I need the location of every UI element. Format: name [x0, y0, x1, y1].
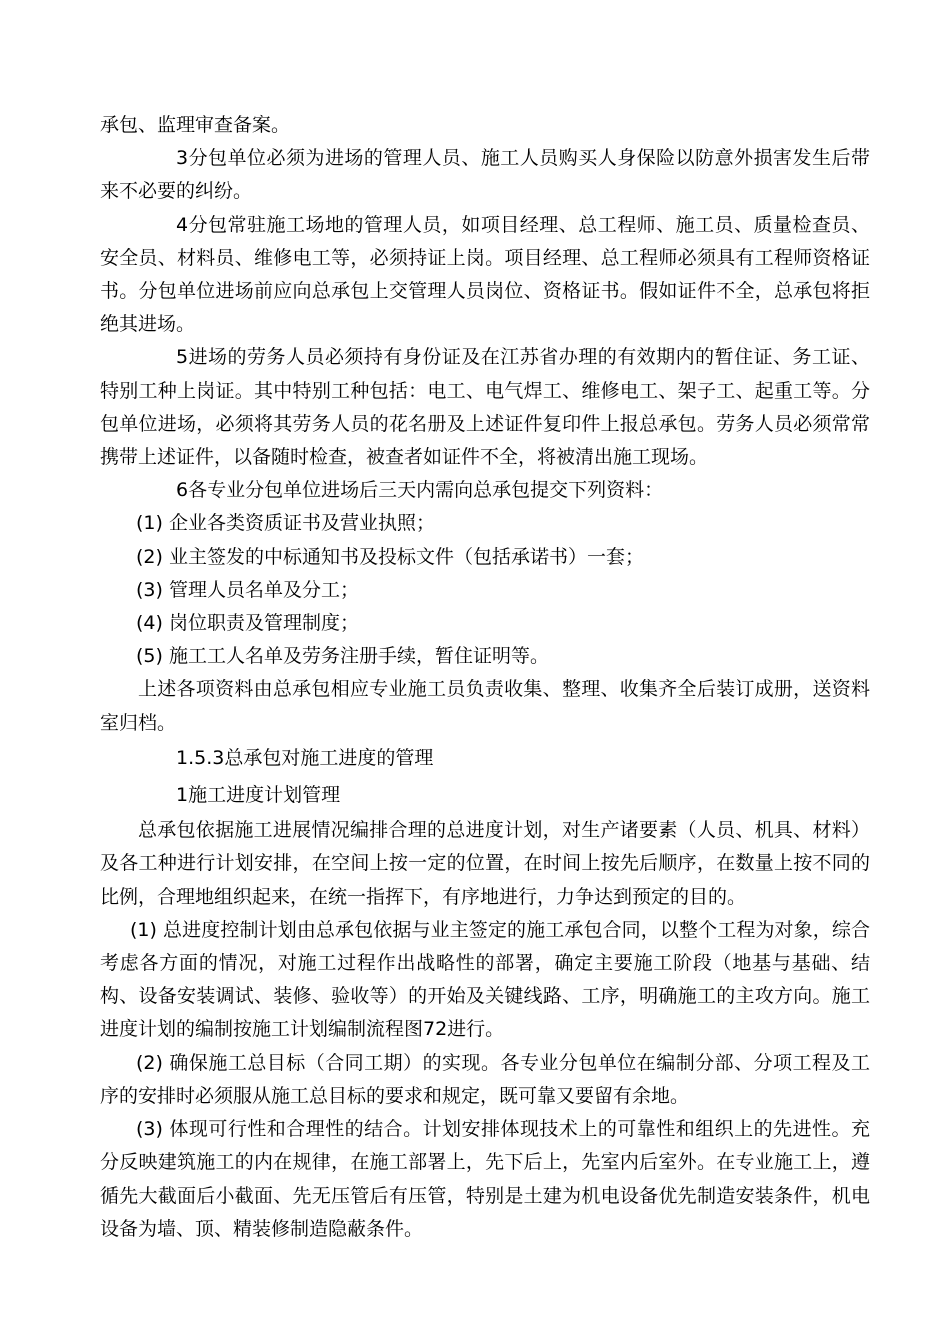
paragraph-intro — [100, 814, 870, 914]
subsection-number: 1 — [176, 784, 189, 807]
paragraph-point-2 — [100, 1047, 870, 1113]
item-number: 3 — [176, 147, 189, 170]
paragraph-text: 分包常驻施工场地的管理人员，如项目经理、总工程师、施工员、质量检查员、安全员、材料员、维修电工等，必须持证上岗。项目经理、总工程师必须具有工程师资格证书。分包单位进场前应向总承包上交管理人员岗位、资格证书。假如证件不全，总承包将拒绝其进场。 — [100, 213, 870, 336]
item-number: 5 — [176, 346, 189, 369]
paragraph-text: (2) 确保施工总目标（合同工期）的实现。各专业分包单位在编制分部、分项工程及工序的安排时必须服从施工总目标的要求和规定，既可靠又要留有余地。 — [100, 1051, 870, 1107]
paragraph-text: (3) 体现可行性和合理性的结合。计划安排体现技术上的可靠性和组织上的先进性。充分反映建筑施工的内在规律，在施工部署上，先下后上，先室内后室外。在专业施工上，遵循先大截面后小截面、先无压管后有压管，特别是土建为机电设备优先制造安装条件，机电设备为墙、顶、精装修制造隐蔽条件。 — [100, 1118, 870, 1240]
list-item-text: (5) 施工工人名单及劳务注册手续，暂住证明等。 — [136, 645, 549, 668]
subsection-title: 施工进度计划管理 — [188, 784, 341, 807]
paragraph-item-4 — [100, 209, 870, 342]
list-item-3 — [100, 574, 870, 607]
paragraph-item-3 — [100, 142, 870, 208]
list-item-1 — [100, 507, 870, 540]
paragraph-text: 承包、监理审查备案。 — [100, 114, 291, 136]
section-heading — [100, 742, 870, 775]
item-number: 4 — [176, 213, 189, 236]
paragraph-item-5 — [100, 341, 870, 474]
paragraph-item-6 — [100, 474, 870, 507]
paragraph-text: 进场的劳务人员必须持有身份证及在江苏省办理的有效期内的暂住证、务工证、特别工种上岗证。其中特别工种包括：电工、电气焊工、维修电工、架子工、起重工等。分包单位进场，必须将其劳务人员的花名册及上述证件复印件上报总承包。劳务人员必须常常携带上述证件，以备随时检查，被查者如证件不全，将被清出施工现场。 — [100, 346, 870, 469]
list-item-text: (4) 岗位职责及管理制度； — [136, 612, 359, 635]
paragraph-text: 总承包依据施工进展情况编排合理的总进度计划，对生产诸要素（人员、机具、材料）及各工种进行计划安排，在空间上按一定的位置，在时间上按先后顺序，在数量上按不同的比例，合理地组织起来，在统一指挥下，有序地进行，力争达到预定的目的。 — [100, 819, 870, 908]
paragraph-point-3 — [100, 1113, 870, 1246]
paragraph-summary — [100, 673, 870, 739]
paragraph-text: 分包单位必须为进场的管理人员、施工人员购买人身保险以防意外损害发生后带来不必要的纠纷。 — [100, 147, 870, 203]
section-title: 总承包对施工进度的管理 — [224, 746, 434, 769]
list-item-text: (2) 业主签发的中标通知书及投标文件（包括承诺书）一套； — [136, 545, 644, 568]
list-item-2 — [100, 541, 870, 574]
paragraph-text: 各专业分包单位进场后三天内需向总承包提交下列资料： — [188, 479, 664, 502]
item-number: 6 — [176, 479, 189, 502]
paragraph-text: 上述各项资料由总承包相应专业施工员负责收集、整理、收集齐全后装订成册，送资料室归档。 — [100, 678, 870, 734]
list-item-text: (1) 企业各类资质证书及营业执照； — [136, 512, 435, 535]
list-item-4 — [100, 607, 870, 640]
list-item-text: (3) 管理人员名单及分工； — [136, 578, 359, 601]
document-body — [100, 109, 870, 1246]
paragraph-continuation — [100, 109, 870, 142]
section-number: 1.5.3 — [176, 746, 225, 769]
list-item-5 — [100, 640, 870, 673]
paragraph-point-1 — [100, 914, 870, 1047]
subsection-heading — [100, 779, 870, 812]
paragraph-text: (1) 总进度控制计划由总承包依据与业主签定的施工承包合同，以整个工程为对象，综合考虑各方面的情况，对施工过程作出战略性的部署，确定主要施工阶段（地基与基础、结构、设备安装调试、装修、验收等）的开始及关键线路、工序，明确施工的主攻方向。施工进度计划的编制按施工计划编制流程图72进行。 — [100, 918, 870, 1041]
